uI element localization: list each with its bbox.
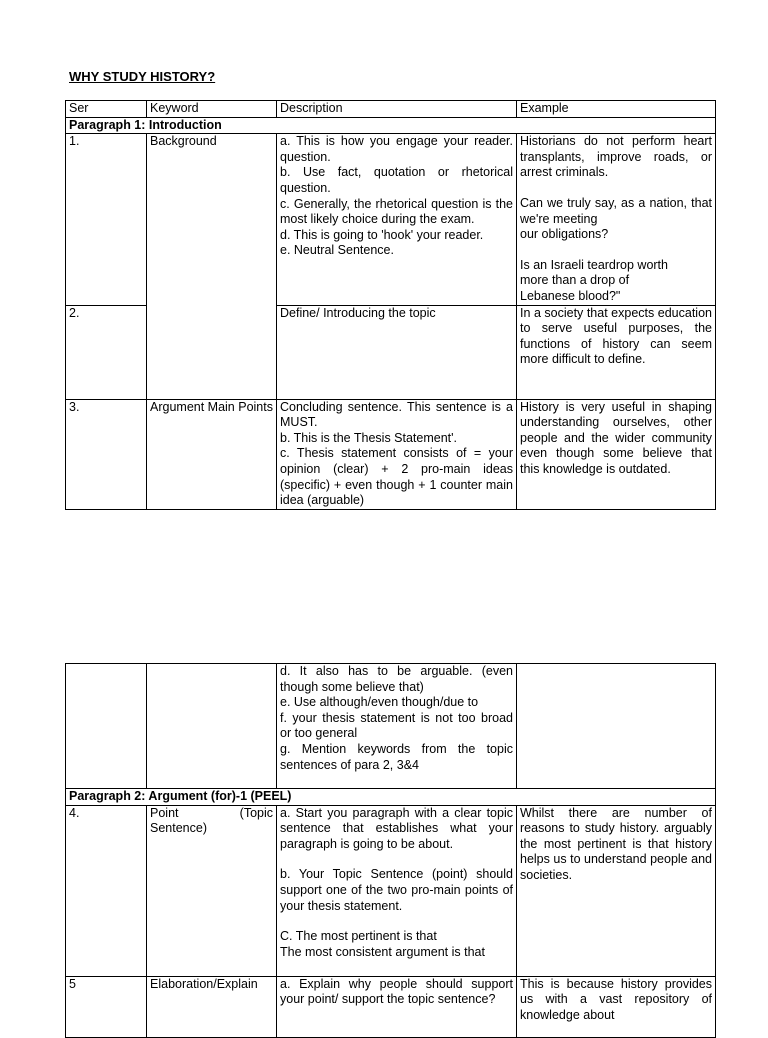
example-text: more than a drop of xyxy=(520,273,630,288)
example-text: Historians do not perform heart transplants, improve roads, or arrest criminals. xyxy=(520,134,712,180)
description-item: d. It also has to be arguable. (even though some believe that) xyxy=(280,664,513,694)
row-description xyxy=(277,805,517,976)
description-item: a. Start you paragraph with a clear topic sentence that establishes what your paragraph is going to be about. xyxy=(280,805,513,851)
description-item: f. your thesis statement is not too broad or too general xyxy=(280,710,513,741)
example-text: our obligations? xyxy=(520,227,609,242)
row-keyword: Point (Topic Sentence) xyxy=(147,805,277,976)
row-ser: 5 xyxy=(66,976,147,1037)
table-header-row xyxy=(66,101,716,118)
description-item: c. Generally, the rhetorical question is the most likely choice during the exam. xyxy=(280,196,513,227)
table-row xyxy=(66,134,716,305)
row-example xyxy=(517,134,716,305)
description-item: b. This is the Thesis Statement'. xyxy=(280,430,458,445)
description-item: b. Use fact, quotation or rhetorical question. xyxy=(280,165,513,195)
header-ser: Ser xyxy=(66,101,147,118)
description-item: e. Neutral Sentence. xyxy=(280,243,394,258)
row-ser: 2. xyxy=(66,305,147,399)
example-text: Can we truly say, as a nation, that we're meeting xyxy=(520,195,712,226)
row-keyword: Background xyxy=(147,134,277,399)
row-example: This is because history provides us with a vast repository of knowledge about xyxy=(517,976,716,1037)
row-keyword: Elaboration/Explain xyxy=(147,976,277,1037)
description-item: d. This is going to 'hook' your reader. xyxy=(280,227,484,242)
row-example: Whilst there are number of reasons to study history. arguably the most pertinent is that history helps us to understand people and societies. xyxy=(517,805,716,976)
table-row xyxy=(66,664,716,789)
document-title: WHY STUDY HISTORY? xyxy=(69,69,216,84)
row-description xyxy=(277,134,517,305)
row-example: History is very useful in shaping understanding ourselves, other people and the wider community even though some believe that this knowledge is outdated. xyxy=(517,399,716,509)
row-description xyxy=(277,664,517,789)
row-ser: 4. xyxy=(66,805,147,976)
table-row xyxy=(66,805,716,976)
description-item: a. This is how you engage your reader. question. xyxy=(280,134,513,164)
description-item: g. Mention keywords from the topic sentences of para 2, 3&4 xyxy=(280,741,513,772)
section-heading: Paragraph 1: Introduction xyxy=(66,117,517,134)
header-description: Description xyxy=(277,101,517,118)
table-row xyxy=(66,399,716,509)
example-text: Lebanese blood?" xyxy=(520,288,621,303)
row-description: Define/ Introducing the topic xyxy=(277,305,517,399)
row-example: In a society that expects education to serve useful purposes, the functions of history can seem more difficult to define. xyxy=(517,305,716,399)
row-description xyxy=(277,399,517,509)
description-item: e. Use although/even though/due to xyxy=(280,695,479,710)
description-item: Concluding sentence. This sentence is a MUST. xyxy=(280,399,513,430)
header-example: Example xyxy=(517,101,716,118)
row-keyword: Argument Main Points xyxy=(147,399,277,509)
row-description: a. Explain why people should support your point/ support the topic sentence? xyxy=(277,976,517,1037)
description-item: C. The most pertinent is that xyxy=(280,929,437,944)
description-item: The most consistent argument is that xyxy=(280,944,485,959)
section-row-paragraph-1 xyxy=(66,117,716,134)
row-ser: 1. xyxy=(66,134,147,305)
table-row xyxy=(66,976,716,1037)
section-row-paragraph-2 xyxy=(66,789,716,806)
header-keyword: Keyword xyxy=(147,101,277,118)
description-item: b. Your Topic Sentence (point) should support one of the two pro-main points of your thesis statement. xyxy=(280,867,513,913)
essay-plan-table xyxy=(65,100,716,510)
essay-plan-table-continued xyxy=(65,663,716,1038)
row-ser: 3. xyxy=(66,399,147,509)
description-item: c. Thesis statement consists of = your opinion (clear) + 2 pro-main ideas (specific) + even though + 1 counter main idea (arguable) xyxy=(280,446,513,508)
section-heading: Paragraph 2: Argument (for)-1 (PEEL) xyxy=(66,789,517,806)
example-text: Is an Israeli teardrop worth xyxy=(520,257,668,272)
